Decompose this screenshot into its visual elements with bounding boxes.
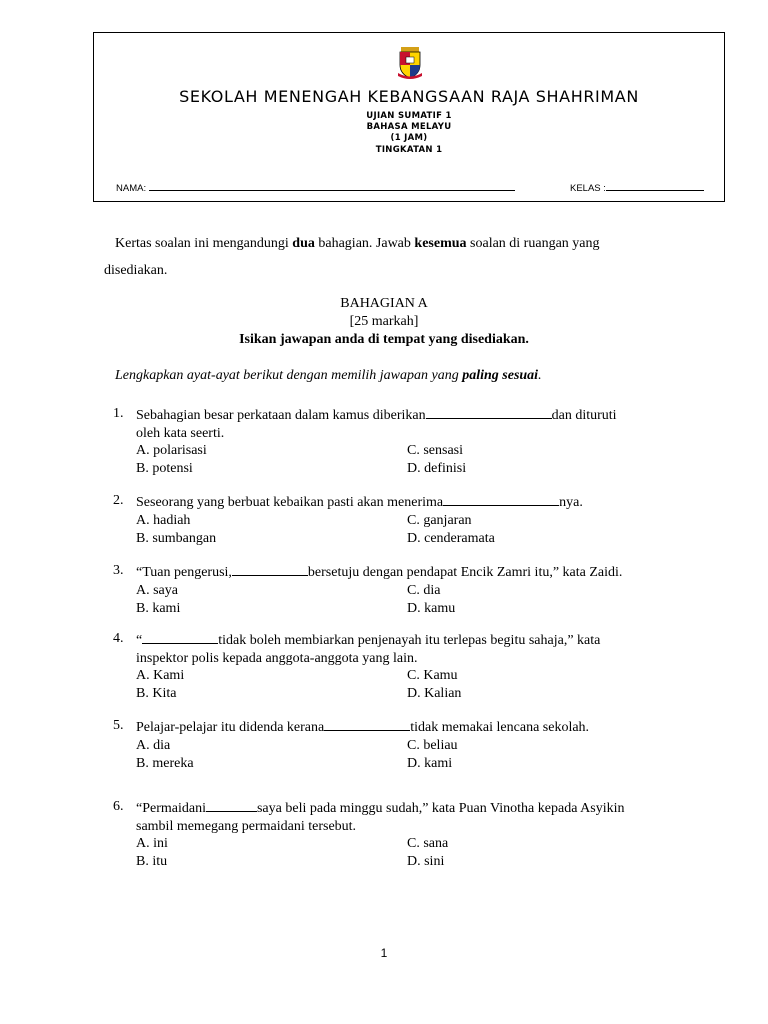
- name-line[interactable]: [149, 182, 515, 191]
- question-number: 3.: [113, 563, 124, 578]
- option-a[interactable]: A. ini: [136, 836, 168, 851]
- class-line[interactable]: [606, 182, 704, 191]
- question-guide: [115, 368, 542, 384]
- option-c[interactable]: C. beliau: [407, 737, 458, 753]
- guide-bold: paling sesuai: [462, 368, 539, 383]
- intro-text-2: bahagian. Jawab: [314, 236, 415, 251]
- question-number: 4.: [113, 631, 124, 646]
- question-text: “Tuan pengerusi,: [136, 565, 232, 580]
- question-text: “Permaidani: [136, 801, 206, 816]
- question-text: oleh kata seerti.: [136, 425, 225, 441]
- option-b[interactable]: B. potensi: [136, 461, 193, 476]
- question-1: [113, 405, 673, 477]
- question-4: [113, 630, 673, 702]
- option-c[interactable]: C. Kamu: [407, 668, 458, 683]
- answer-blank[interactable]: [324, 717, 410, 731]
- option-b[interactable]: B. Kita: [136, 686, 177, 701]
- name-field[interactable]: [116, 182, 515, 194]
- question-text: dan dituruti: [551, 408, 617, 423]
- option-c[interactable]: C. dia: [407, 582, 441, 598]
- option-d[interactable]: D. Kalian: [407, 686, 462, 701]
- class-label: KELAS :: [570, 183, 606, 194]
- question-text: Pelajar-pelajar itu didenda kerana: [136, 720, 325, 735]
- question-text: nya.: [559, 495, 583, 510]
- answer-blank[interactable]: [426, 405, 552, 419]
- option-c[interactable]: C. ganjaran: [407, 512, 472, 528]
- school-name: SEKOLAH MENENGAH KEBANGSAAN RAJA SHAHRIMAN: [179, 87, 639, 106]
- question-text: inspektor polis kepada anggota-anggota yang lain.: [136, 650, 418, 666]
- guide-end: .: [538, 368, 542, 383]
- question-number: 6.: [113, 799, 124, 814]
- option-a[interactable]: A. saya: [136, 582, 178, 598]
- option-b[interactable]: B. kami: [136, 600, 181, 616]
- question-text: sambil memegang permaidani tersebut.: [136, 818, 357, 834]
- intro-bold-1: dua: [292, 236, 315, 251]
- question-text: tidak memakai lencana sekolah.: [410, 720, 590, 735]
- question-number: 1.: [113, 406, 124, 421]
- option-a[interactable]: A. Kami: [136, 668, 185, 683]
- answer-blank[interactable]: [206, 798, 257, 812]
- options: [136, 667, 673, 702]
- option-b[interactable]: B. sumbangan: [136, 530, 217, 546]
- question-text: tidak boleh membiarkan penjenayah itu terlepas begitu sahaja,” kata: [218, 633, 601, 648]
- option-a[interactable]: A. dia: [136, 737, 171, 753]
- question-text: Sebahagian besar perkataan dalam kamus diberikan: [136, 408, 426, 423]
- answer-blank[interactable]: [443, 492, 559, 506]
- subject-title: BAHASA MELAYU: [366, 122, 452, 132]
- exam-header: [93, 32, 725, 202]
- option-d[interactable]: D. kamu: [407, 600, 456, 616]
- intro-bold-2: kesemua: [414, 236, 467, 251]
- question-2: [113, 492, 673, 547]
- options: [136, 835, 673, 870]
- question-number: 2.: [113, 493, 124, 508]
- option-d[interactable]: D. definisi: [407, 461, 467, 476]
- intro-text-3: soalan di ruangan yang: [466, 236, 600, 251]
- question-number: 5.: [113, 718, 124, 733]
- options: [136, 512, 673, 547]
- option-d[interactable]: D. sini: [407, 854, 445, 869]
- question-3: [113, 562, 673, 617]
- option-d[interactable]: D. kami: [407, 755, 453, 771]
- page-number: 1: [380, 946, 388, 960]
- option-a[interactable]: A. polarisasi: [136, 443, 207, 458]
- options: [136, 582, 673, 617]
- answer-blank[interactable]: [232, 562, 308, 576]
- option-d[interactable]: D. cenderamata: [407, 530, 495, 546]
- question-5: [113, 717, 673, 772]
- options: [136, 442, 673, 477]
- section-title: BAHAGIAN A: [340, 296, 428, 311]
- duration-text: (1 JAM): [390, 133, 428, 143]
- option-a[interactable]: A. hadiah: [136, 512, 191, 528]
- options: [136, 737, 673, 772]
- section-marks: [25 markah]: [349, 314, 419, 329]
- school-crest-icon: [398, 47, 422, 79]
- option-b[interactable]: B. mereka: [136, 755, 194, 771]
- question-text: bersetuju dengan pendapat Encik Zamri itu,” kata Zaidi.: [307, 565, 623, 580]
- exam-title: UJIAN SUMATIF 1: [366, 111, 452, 121]
- guide-text: Lengkapkan ayat-ayat berikut dengan memilih jawapan yang: [115, 368, 463, 383]
- question-text: saya beli pada minggu sudah,” kata Puan Vinotha kepada Asyikin: [256, 801, 625, 816]
- class-field[interactable]: [570, 182, 704, 194]
- option-c[interactable]: C. sana: [407, 836, 449, 851]
- question-text: “: [136, 633, 143, 648]
- intro-text-1: Kertas soalan ini mengandungi: [115, 236, 293, 251]
- answer-blank[interactable]: [142, 630, 218, 644]
- option-b[interactable]: B. itu: [136, 854, 168, 869]
- section-instruction: Isikan jawapan anda di tempat yang disediakan.: [239, 332, 529, 347]
- intro-text-4: disediakan.: [104, 263, 168, 278]
- question-6: [113, 798, 673, 870]
- form-text: TINGKATAN 1: [375, 145, 443, 155]
- name-label: NAMA:: [116, 183, 147, 194]
- option-c[interactable]: C. sensasi: [407, 443, 463, 458]
- question-text: Seseorang yang berbuat kebaikan pasti akan menerima: [136, 495, 444, 510]
- intro-paragraph: [104, 230, 664, 284]
